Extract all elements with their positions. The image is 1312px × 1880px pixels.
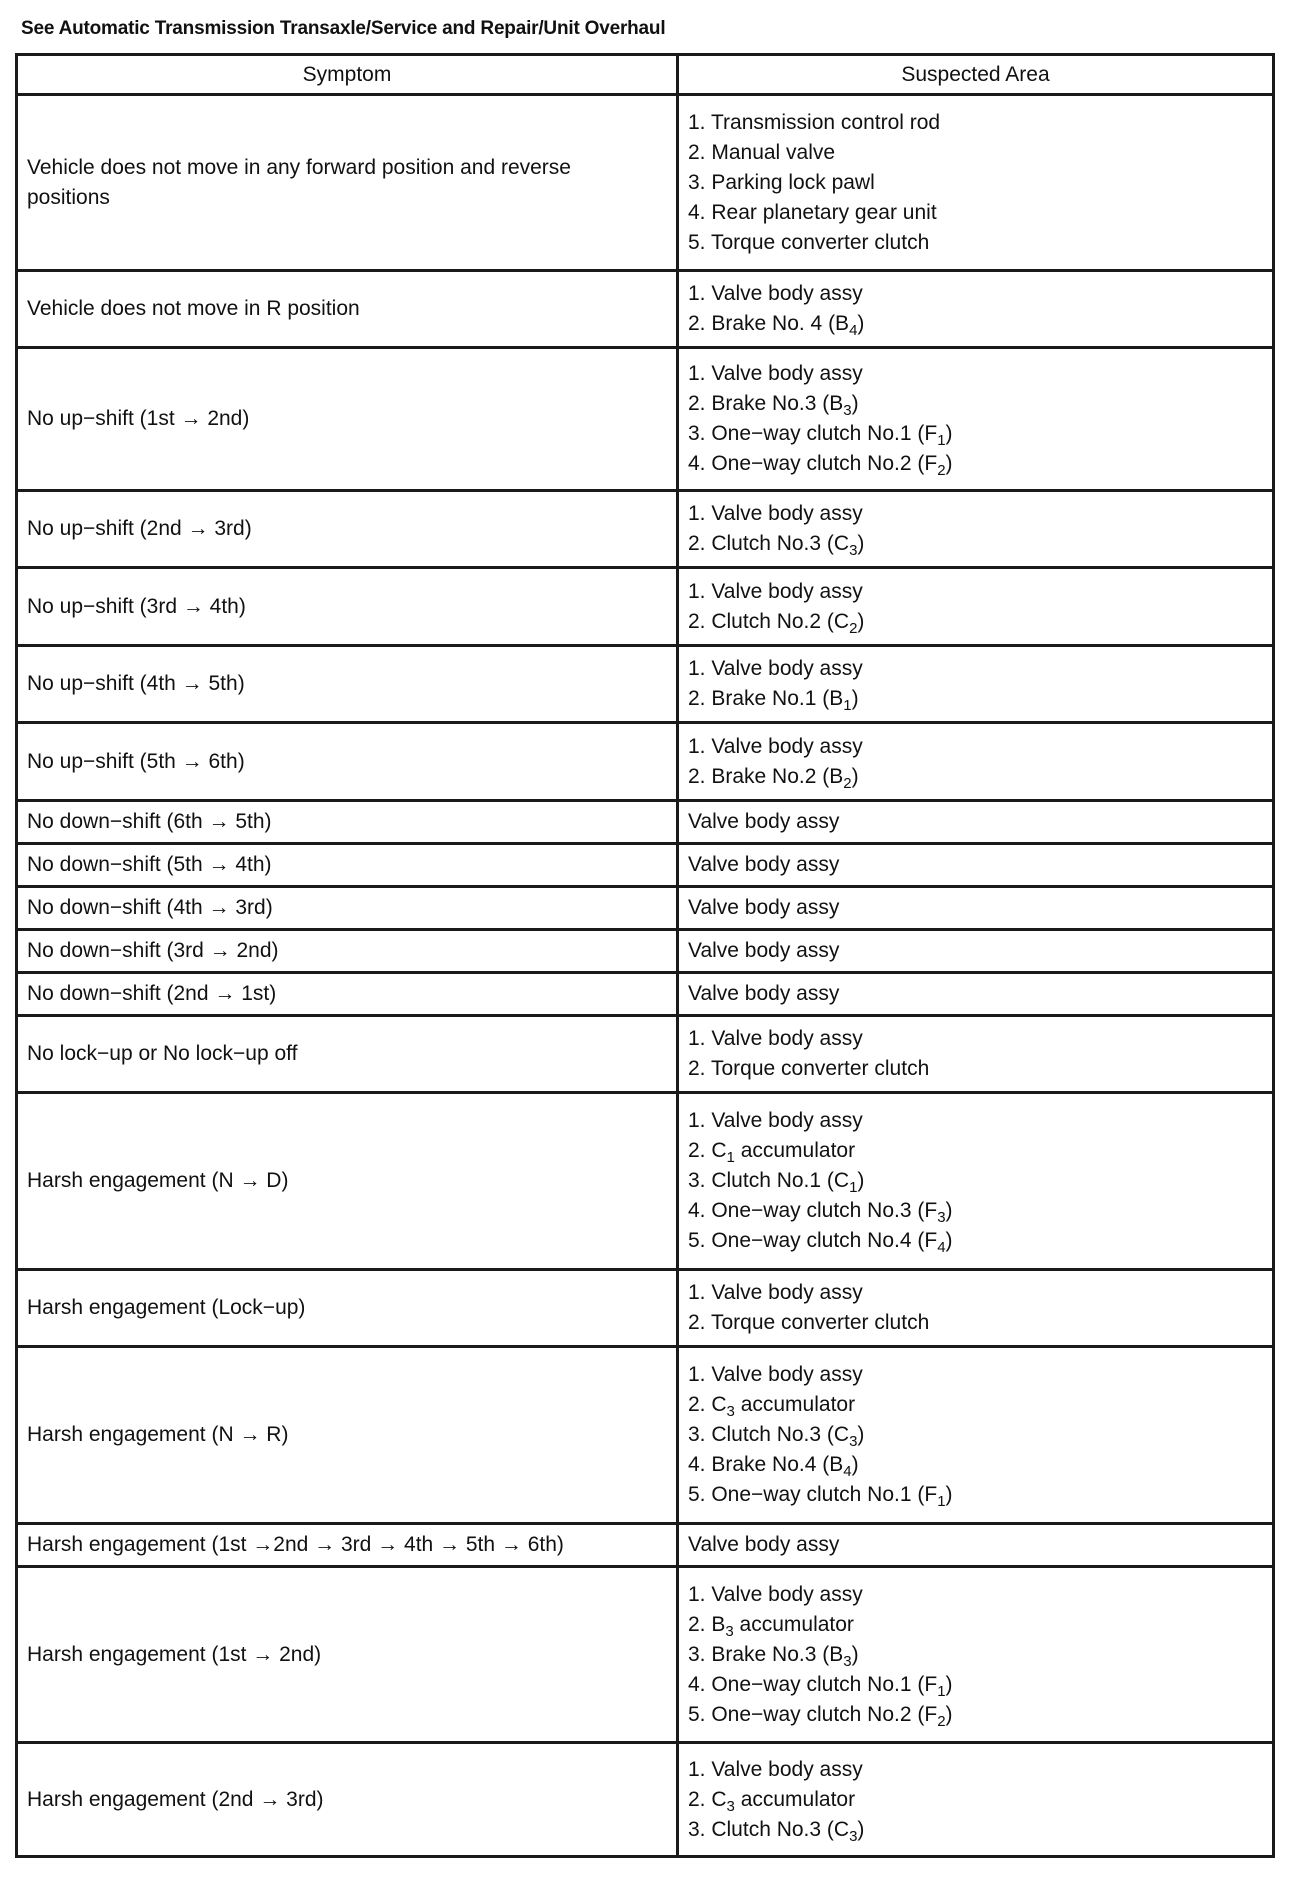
suspected-area-list — [688, 654, 1272, 714]
suspected-area-item: 4. One−way clutch No.2 $(F_2)$ — [688, 452, 953, 479]
suspected-area-item: 2. Manual valve — [688, 140, 836, 164]
subscript: 1 — [937, 1493, 946, 1510]
symptom-cell: No down−shift (2nd → 1st) — [17, 973, 678, 1016]
table-row — [17, 646, 1274, 723]
symptom-cell: No up−shift (1st → 2nd) — [17, 348, 678, 491]
subscript: 3 — [725, 1622, 734, 1640]
subscript: 3 — [849, 1827, 858, 1845]
subscript: 2 — [937, 1712, 946, 1730]
suspected-area-cell: Valve body assy — [678, 930, 1274, 973]
suspected-area-list — [688, 1278, 1272, 1338]
table-row — [17, 1524, 1274, 1567]
suspected-area-cell — [678, 1567, 1274, 1743]
suspected-area-list — [688, 1755, 1272, 1845]
suspected-area-item: 1. Valve body assy — [688, 1363, 863, 1386]
table-header-row — [17, 55, 1274, 95]
suspected-area-cell: Valve body assy — [678, 801, 1274, 844]
suspected-area-item: 1. Valve body assy — [688, 1582, 863, 1606]
suspected-area-item: 2. $C_1$ accumulator — [688, 1139, 856, 1166]
suspected-area-item: 1. Valve body assy — [688, 579, 863, 603]
symptom-cell: No down−shift (6th → 5th) — [17, 801, 678, 844]
symptom-cell: Harsh engagement (Lock−up) — [17, 1270, 678, 1347]
suspected-area-cell — [678, 723, 1274, 801]
suspected-area-item: 2. Brake No. 4 $(B_4)$ — [688, 312, 865, 339]
suspected-area-list — [688, 1106, 1272, 1256]
subscript: 3 — [843, 402, 852, 419]
suspected-area-item: 4. Rear planetary gear unit — [688, 200, 937, 224]
suspected-area-item: 1. Valve body assy — [688, 1757, 863, 1781]
suspected-area-list — [688, 359, 1272, 479]
suspected-area-cell: Valve body assy — [678, 973, 1274, 1016]
symptom-cell: No lock−up or No lock−up off — [17, 1016, 678, 1093]
subscript: 1 — [843, 697, 852, 714]
symptom-cell: No down−shift (3rd → 2nd) — [17, 930, 678, 973]
subscript: 2 — [849, 619, 858, 637]
table-row — [17, 1016, 1274, 1093]
suspected-area-item: 1. Valve body assy — [688, 1281, 863, 1304]
suspected-area-item: 5. One−way clutch No.2 $(F_2)$ — [688, 1702, 953, 1730]
symptom-cell: Harsh engagement (N → R) — [17, 1347, 678, 1524]
suspected-area-cell — [678, 1016, 1274, 1093]
symptom-cell: No down−shift (5th → 4th) — [17, 844, 678, 887]
table-row — [17, 801, 1274, 844]
suspected-area-item: 2. $C_3$ accumulator — [688, 1787, 856, 1815]
symptom-cell: Harsh engagement (1st →2nd → 3rd → 4th → 5th → 6th) — [17, 1524, 678, 1567]
table-row — [17, 723, 1274, 801]
subscript: 1 — [937, 1682, 946, 1700]
subscript: 4 — [937, 1239, 946, 1256]
subscript: 2 — [843, 774, 852, 792]
symptom-cell: No up−shift (2nd → 3rd) — [17, 491, 678, 568]
table-row — [17, 930, 1274, 973]
table-row — [17, 1093, 1274, 1270]
suspected-area-column-header: Suspected Area — [678, 55, 1274, 95]
suspected-area-cell — [678, 95, 1274, 271]
suspected-area-item: 2. $C_3$ accumulator — [688, 1393, 856, 1420]
suspected-area-item: 1. Valve body assy — [688, 502, 863, 525]
suspected-area-item: 1. Valve body assy — [688, 734, 863, 758]
suspected-area-cell — [678, 1270, 1274, 1347]
suspected-area-item: 3. Clutch No.3 $(C_3)$ — [688, 1817, 865, 1845]
suspected-area-item: 4. Brake No.4 $(B_4)$ — [688, 1453, 859, 1480]
suspected-area-item: 2. Torque converter clutch — [688, 1057, 930, 1080]
suspected-area-item: 3. Parking lock pawl — [688, 170, 875, 194]
table-row — [17, 887, 1274, 930]
symptom-cell: No down−shift (4th → 3rd) — [17, 887, 678, 930]
suspected-area-item: 1. Valve body assy — [688, 657, 863, 680]
suspected-area-item: 3. One−way clutch No.1 $(F_1)$ — [688, 422, 953, 449]
subscript: 3 — [937, 1209, 946, 1226]
suspected-area-item: 2. Brake No.3 $(B_3)$ — [688, 392, 859, 419]
symptom-cell: Harsh engagement (N → D) — [17, 1093, 678, 1270]
suspected-area-item: 1. Valve body assy — [688, 282, 863, 305]
diagnosis-table — [15, 53, 1275, 1858]
suspected-area-item: 2. Clutch No.3 $(C_3)$ — [688, 532, 865, 559]
symptom-cell: No up−shift (4th → 5th) — [17, 646, 678, 723]
symptom-cell: No up−shift (5th → 6th) — [17, 723, 678, 801]
suspected-area-cell — [678, 348, 1274, 491]
suspected-area-item: 1. Valve body assy — [688, 1027, 863, 1050]
symptom-cell: No up−shift (3rd → 4th) — [17, 568, 678, 646]
symptom-column-header: Symptom — [17, 55, 678, 95]
suspected-area-cell — [678, 1743, 1274, 1857]
suspected-area-item: 5. One−way clutch No.1 $(F_1)$ — [688, 1483, 953, 1510]
subscript: 1 — [849, 1179, 858, 1196]
suspected-area-item: 1. Valve body assy — [688, 1109, 863, 1132]
subscript: 1 — [937, 432, 946, 449]
subscript: 2 — [937, 462, 946, 479]
suspected-area-item: 5. One−way clutch No.4 $(F_4)$ — [688, 1229, 953, 1256]
subscript: 1 — [726, 1149, 735, 1166]
symptom-cell: Vehicle does not move in any forward position and reverse positions — [17, 95, 678, 271]
suspected-area-item: 1. Valve body assy — [688, 362, 863, 385]
suspected-area-cell: Valve body assy — [678, 844, 1274, 887]
suspected-area-item: 4. One−way clutch No.3 $(F_3)$ — [688, 1199, 953, 1226]
suspected-area-list — [688, 732, 1272, 792]
suspected-area-list — [688, 1580, 1272, 1730]
suspected-area-list — [688, 1360, 1272, 1510]
table-body — [17, 95, 1274, 1857]
suspected-area-list — [688, 279, 1272, 339]
suspected-area-cell — [678, 1093, 1274, 1270]
suspected-area-cell — [678, 646, 1274, 723]
suspected-area-cell — [678, 271, 1274, 348]
table-row — [17, 973, 1274, 1016]
table-row — [17, 568, 1274, 646]
suspected-area-cell — [678, 568, 1274, 646]
suspected-area-list — [688, 108, 1272, 258]
subscript: 3 — [849, 1433, 858, 1450]
suspected-area-item: 1. Transmission control rod — [688, 110, 941, 134]
suspected-area-item: 3. Clutch No.1 $(C_1)$ — [688, 1169, 865, 1196]
symptom-cell: Harsh engagement (1st → 2nd) — [17, 1567, 678, 1743]
table-row — [17, 491, 1274, 568]
table-row — [17, 1347, 1274, 1524]
page-heading: See Automatic Transmission Transaxle/Service and Repair/Unit Overhaul — [21, 18, 666, 39]
subscript: 3 — [843, 1652, 852, 1670]
suspected-area-item: 2. Brake No.1 $(B_1)$ — [688, 687, 859, 714]
table-row — [17, 1567, 1274, 1743]
suspected-area-item: 2. $B_3$ accumulator — [688, 1612, 854, 1640]
table-row — [17, 271, 1274, 348]
suspected-area-item: 5. Torque converter clutch — [688, 230, 930, 254]
table-row — [17, 1270, 1274, 1347]
subscript: 3 — [726, 1797, 735, 1815]
suspected-area-item: 2. Clutch No.2 $(C_2)$ — [688, 609, 865, 637]
table-row — [17, 1743, 1274, 1857]
suspected-area-cell — [678, 491, 1274, 568]
table-row — [17, 348, 1274, 491]
subscript: 3 — [849, 542, 858, 559]
table-row — [17, 844, 1274, 887]
suspected-area-cell — [678, 1347, 1274, 1524]
suspected-area-list — [688, 577, 1272, 637]
suspected-area-item: 3. Brake No.3 $(B_3)$ — [688, 1642, 859, 1670]
suspected-area-item: 4. One−way clutch No.1 $(F_1)$ — [688, 1672, 953, 1700]
suspected-area-list — [688, 1024, 1272, 1084]
subscript: 4 — [843, 1463, 852, 1480]
symptom-cell: Vehicle does not move in R position — [17, 271, 678, 348]
table-row — [17, 95, 1274, 271]
suspected-area-list — [688, 499, 1272, 559]
suspected-area-item: 2. Brake No.2 $(B_2)$ — [688, 764, 859, 792]
subscript: 3 — [726, 1403, 735, 1420]
suspected-area-cell: Valve body assy — [678, 887, 1274, 930]
suspected-area-item: 2. Torque converter clutch — [688, 1311, 930, 1334]
symptom-cell: Harsh engagement (2nd → 3rd) — [17, 1743, 678, 1857]
subscript: 4 — [849, 322, 858, 339]
suspected-area-item: 3. Clutch No.3 $(C_3)$ — [688, 1423, 865, 1450]
suspected-area-cell: Valve body assy — [678, 1524, 1274, 1567]
